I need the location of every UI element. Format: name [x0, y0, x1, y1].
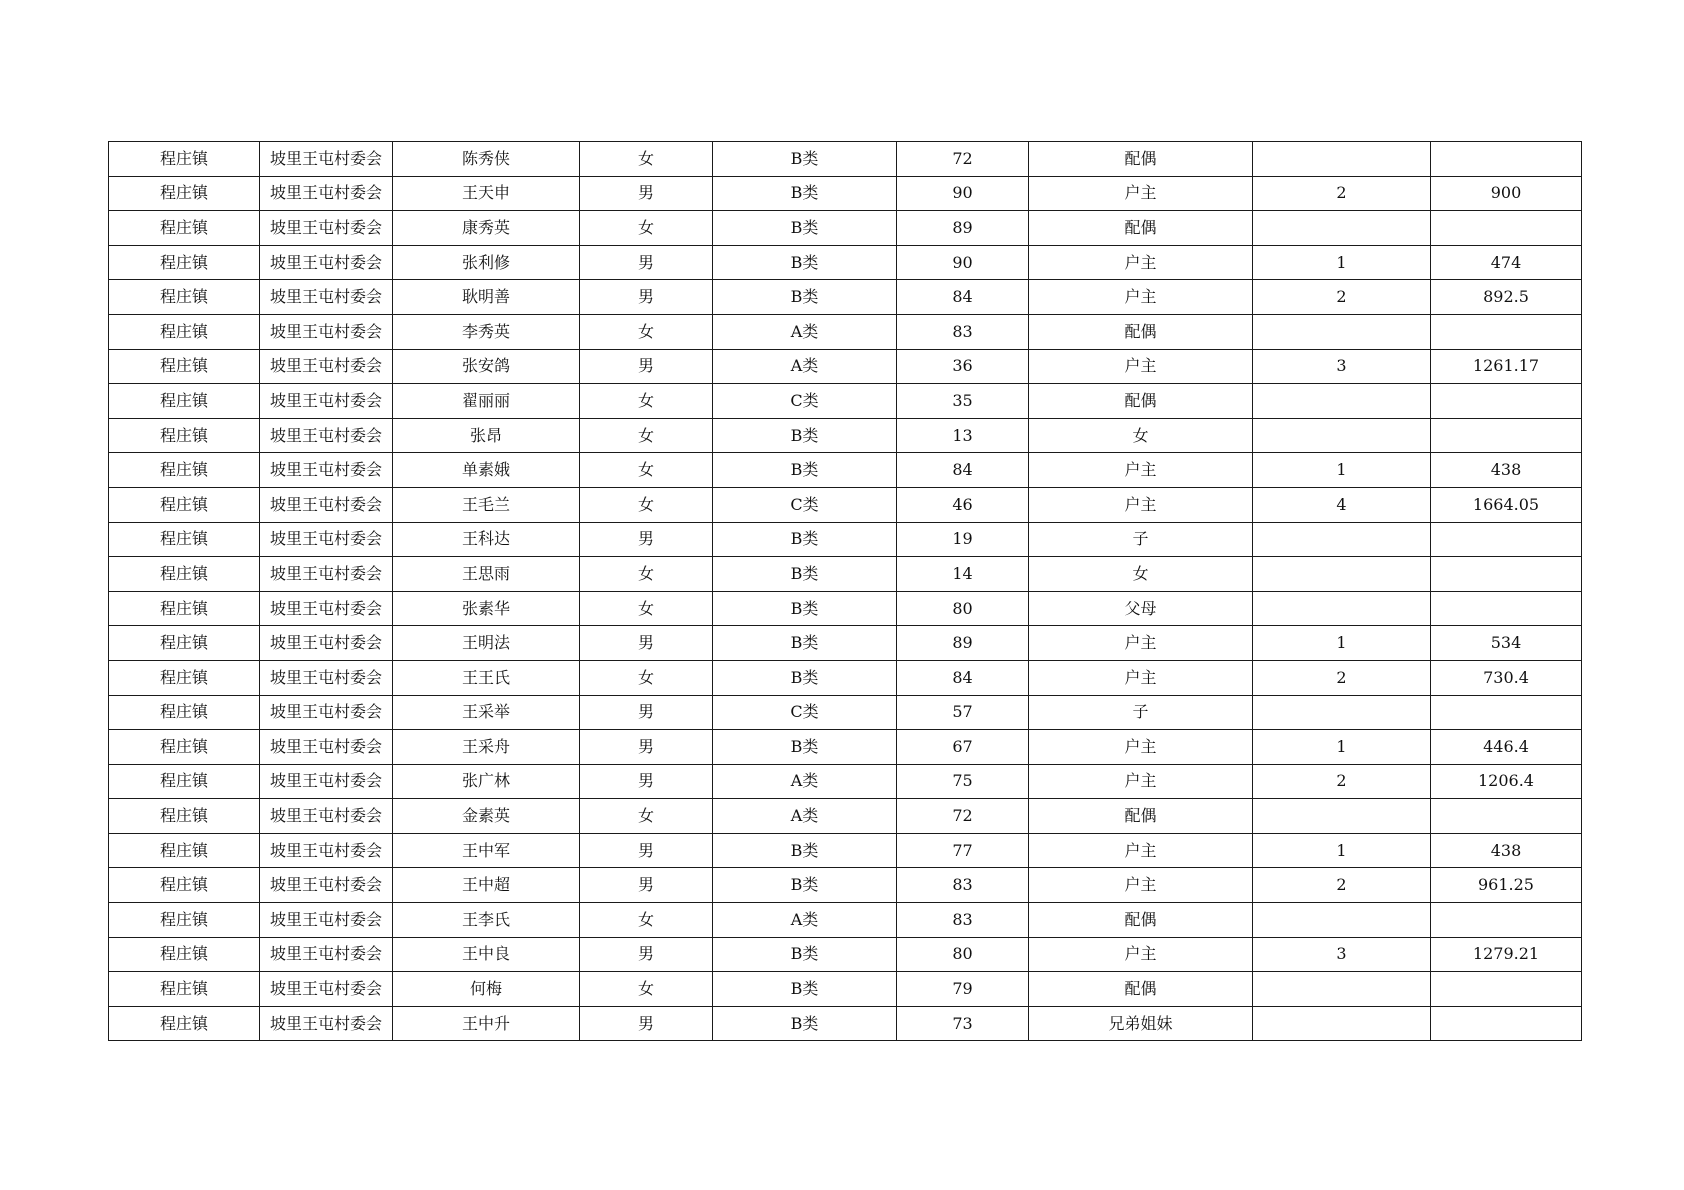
household-size-cell: [1253, 522, 1431, 557]
household-size-cell: [1253, 972, 1431, 1007]
category-cell: B类: [713, 972, 897, 1007]
gender-cell: 女: [580, 453, 713, 488]
name-cell: 张昂: [393, 418, 580, 453]
village-committee-cell: 坡里王屯村委会: [260, 280, 393, 315]
village-committee-cell: 坡里王屯村委会: [260, 972, 393, 1007]
town-cell: 程庄镇: [109, 487, 260, 522]
town-cell: 程庄镇: [109, 730, 260, 765]
household-size-cell: [1253, 418, 1431, 453]
village-committee-cell: 坡里王屯村委会: [260, 764, 393, 799]
document-page: [108, 141, 1582, 1041]
beneficiary-table: [108, 141, 1582, 1041]
gender-cell: 男: [580, 868, 713, 903]
category-cell: A类: [713, 903, 897, 938]
age-cell: 83: [897, 868, 1029, 903]
amount-cell: [1431, 903, 1582, 938]
relation-cell: 配偶: [1029, 314, 1253, 349]
relation-cell: 配偶: [1029, 142, 1253, 177]
village-committee-cell: 坡里王屯村委会: [260, 522, 393, 557]
table-row: [109, 833, 1582, 868]
table-row: [109, 176, 1582, 211]
amount-cell: 1261.17: [1431, 349, 1582, 384]
household-size-cell: 1: [1253, 245, 1431, 280]
name-cell: 张广林: [393, 764, 580, 799]
age-cell: 67: [897, 730, 1029, 765]
table-row: [109, 799, 1582, 834]
amount-cell: [1431, 972, 1582, 1007]
gender-cell: 女: [580, 142, 713, 177]
amount-cell: 438: [1431, 833, 1582, 868]
town-cell: 程庄镇: [109, 591, 260, 626]
name-cell: 王王氏: [393, 660, 580, 695]
amount-cell: 534: [1431, 626, 1582, 661]
village-committee-cell: 坡里王屯村委会: [260, 176, 393, 211]
category-cell: B类: [713, 280, 897, 315]
relation-cell: 子: [1029, 695, 1253, 730]
amount-cell: 1206.4: [1431, 764, 1582, 799]
household-size-cell: [1253, 557, 1431, 592]
village-committee-cell: 坡里王屯村委会: [260, 833, 393, 868]
gender-cell: 男: [580, 245, 713, 280]
category-cell: C类: [713, 487, 897, 522]
relation-cell: 户主: [1029, 487, 1253, 522]
household-size-cell: 3: [1253, 349, 1431, 384]
table-row: [109, 937, 1582, 972]
village-committee-cell: 坡里王屯村委会: [260, 245, 393, 280]
age-cell: 19: [897, 522, 1029, 557]
relation-cell: 女: [1029, 418, 1253, 453]
relation-cell: 户主: [1029, 349, 1253, 384]
table-row: [109, 730, 1582, 765]
age-cell: 35: [897, 384, 1029, 419]
name-cell: 王明法: [393, 626, 580, 661]
household-size-cell: 2: [1253, 176, 1431, 211]
category-cell: B类: [713, 522, 897, 557]
name-cell: 王中超: [393, 868, 580, 903]
name-cell: 王中军: [393, 833, 580, 868]
amount-cell: [1431, 211, 1582, 246]
amount-cell: 961.25: [1431, 868, 1582, 903]
gender-cell: 女: [580, 591, 713, 626]
village-committee-cell: 坡里王屯村委会: [260, 903, 393, 938]
village-committee-cell: 坡里王屯村委会: [260, 142, 393, 177]
relation-cell: 户主: [1029, 453, 1253, 488]
gender-cell: 女: [580, 660, 713, 695]
name-cell: 王中升: [393, 1006, 580, 1041]
relation-cell: 兄弟姐妹: [1029, 1006, 1253, 1041]
name-cell: 王中良: [393, 937, 580, 972]
relation-cell: 户主: [1029, 868, 1253, 903]
household-size-cell: 2: [1253, 280, 1431, 315]
household-size-cell: [1253, 695, 1431, 730]
household-size-cell: [1253, 903, 1431, 938]
category-cell: B类: [713, 176, 897, 211]
gender-cell: 男: [580, 280, 713, 315]
town-cell: 程庄镇: [109, 937, 260, 972]
relation-cell: 户主: [1029, 245, 1253, 280]
age-cell: 72: [897, 799, 1029, 834]
category-cell: B类: [713, 730, 897, 765]
town-cell: 程庄镇: [109, 660, 260, 695]
name-cell: 王采举: [393, 695, 580, 730]
name-cell: 王毛兰: [393, 487, 580, 522]
name-cell: 单素娥: [393, 453, 580, 488]
relation-cell: 户主: [1029, 626, 1253, 661]
relation-cell: 户主: [1029, 176, 1253, 211]
relation-cell: 户主: [1029, 660, 1253, 695]
age-cell: 83: [897, 903, 1029, 938]
amount-cell: 474: [1431, 245, 1582, 280]
amount-cell: [1431, 418, 1582, 453]
household-size-cell: [1253, 211, 1431, 246]
village-committee-cell: 坡里王屯村委会: [260, 695, 393, 730]
category-cell: C类: [713, 695, 897, 730]
town-cell: 程庄镇: [109, 349, 260, 384]
gender-cell: 男: [580, 176, 713, 211]
table-row: [109, 626, 1582, 661]
town-cell: 程庄镇: [109, 695, 260, 730]
gender-cell: 女: [580, 487, 713, 522]
household-size-cell: 2: [1253, 660, 1431, 695]
age-cell: 84: [897, 280, 1029, 315]
village-committee-cell: 坡里王屯村委会: [260, 314, 393, 349]
household-size-cell: [1253, 384, 1431, 419]
age-cell: 89: [897, 211, 1029, 246]
village-committee-cell: 坡里王屯村委会: [260, 418, 393, 453]
relation-cell: 配偶: [1029, 211, 1253, 246]
age-cell: 79: [897, 972, 1029, 1007]
gender-cell: 男: [580, 349, 713, 384]
relation-cell: 配偶: [1029, 799, 1253, 834]
village-committee-cell: 坡里王屯村委会: [260, 730, 393, 765]
table-row: [109, 487, 1582, 522]
village-committee-cell: 坡里王屯村委会: [260, 937, 393, 972]
name-cell: 王科达: [393, 522, 580, 557]
relation-cell: 户主: [1029, 730, 1253, 765]
amount-cell: [1431, 799, 1582, 834]
town-cell: 程庄镇: [109, 972, 260, 1007]
table-row: [109, 349, 1582, 384]
category-cell: B类: [713, 245, 897, 280]
town-cell: 程庄镇: [109, 1006, 260, 1041]
amount-cell: [1431, 557, 1582, 592]
gender-cell: 女: [580, 972, 713, 1007]
age-cell: 36: [897, 349, 1029, 384]
relation-cell: 户主: [1029, 833, 1253, 868]
relation-cell: 子: [1029, 522, 1253, 557]
table-row: [109, 384, 1582, 419]
category-cell: B类: [713, 868, 897, 903]
household-size-cell: 4: [1253, 487, 1431, 522]
table-row: [109, 211, 1582, 246]
relation-cell: 户主: [1029, 280, 1253, 315]
town-cell: 程庄镇: [109, 280, 260, 315]
amount-cell: 900: [1431, 176, 1582, 211]
category-cell: B类: [713, 591, 897, 626]
household-size-cell: 2: [1253, 764, 1431, 799]
village-committee-cell: 坡里王屯村委会: [260, 384, 393, 419]
gender-cell: 女: [580, 799, 713, 834]
age-cell: 46: [897, 487, 1029, 522]
gender-cell: 女: [580, 314, 713, 349]
town-cell: 程庄镇: [109, 799, 260, 834]
household-size-cell: [1253, 591, 1431, 626]
gender-cell: 女: [580, 418, 713, 453]
town-cell: 程庄镇: [109, 764, 260, 799]
gender-cell: 男: [580, 730, 713, 765]
amount-cell: [1431, 591, 1582, 626]
category-cell: B类: [713, 660, 897, 695]
age-cell: 80: [897, 591, 1029, 626]
category-cell: A类: [713, 314, 897, 349]
age-cell: 13: [897, 418, 1029, 453]
village-committee-cell: 坡里王屯村委会: [260, 487, 393, 522]
town-cell: 程庄镇: [109, 142, 260, 177]
relation-cell: 女: [1029, 557, 1253, 592]
relation-cell: 配偶: [1029, 384, 1253, 419]
relation-cell: 配偶: [1029, 903, 1253, 938]
village-committee-cell: 坡里王屯村委会: [260, 868, 393, 903]
amount-cell: 1664.05: [1431, 487, 1582, 522]
table-row: [109, 868, 1582, 903]
category-cell: B类: [713, 142, 897, 177]
amount-cell: 1279.21: [1431, 937, 1582, 972]
name-cell: 耿明善: [393, 280, 580, 315]
table-row: [109, 660, 1582, 695]
table-row: [109, 522, 1582, 557]
category-cell: B类: [713, 937, 897, 972]
village-committee-cell: 坡里王屯村委会: [260, 453, 393, 488]
amount-cell: [1431, 314, 1582, 349]
name-cell: 王思雨: [393, 557, 580, 592]
name-cell: 金素英: [393, 799, 580, 834]
village-committee-cell: 坡里王屯村委会: [260, 626, 393, 661]
gender-cell: 男: [580, 764, 713, 799]
relation-cell: 父母: [1029, 591, 1253, 626]
gender-cell: 男: [580, 1006, 713, 1041]
table-row: [109, 903, 1582, 938]
table-row: [109, 142, 1582, 177]
amount-cell: [1431, 695, 1582, 730]
name-cell: 翟丽丽: [393, 384, 580, 419]
category-cell: B类: [713, 833, 897, 868]
amount-cell: 438: [1431, 453, 1582, 488]
category-cell: B类: [713, 557, 897, 592]
gender-cell: 男: [580, 522, 713, 557]
town-cell: 程庄镇: [109, 903, 260, 938]
town-cell: 程庄镇: [109, 314, 260, 349]
town-cell: 程庄镇: [109, 833, 260, 868]
name-cell: 康秀英: [393, 211, 580, 246]
town-cell: 程庄镇: [109, 453, 260, 488]
town-cell: 程庄镇: [109, 384, 260, 419]
table-body: [109, 142, 1582, 1041]
household-size-cell: [1253, 1006, 1431, 1041]
household-size-cell: 1: [1253, 730, 1431, 765]
name-cell: 张安鸽: [393, 349, 580, 384]
table-row: [109, 764, 1582, 799]
town-cell: 程庄镇: [109, 418, 260, 453]
age-cell: 77: [897, 833, 1029, 868]
household-size-cell: [1253, 142, 1431, 177]
household-size-cell: 1: [1253, 453, 1431, 488]
age-cell: 90: [897, 245, 1029, 280]
name-cell: 王天申: [393, 176, 580, 211]
table-row: [109, 972, 1582, 1007]
amount-cell: [1431, 1006, 1582, 1041]
name-cell: 张素华: [393, 591, 580, 626]
age-cell: 14: [897, 557, 1029, 592]
relation-cell: 户主: [1029, 764, 1253, 799]
town-cell: 程庄镇: [109, 522, 260, 557]
village-committee-cell: 坡里王屯村委会: [260, 349, 393, 384]
village-committee-cell: 坡里王屯村委会: [260, 660, 393, 695]
relation-cell: 配偶: [1029, 972, 1253, 1007]
household-size-cell: [1253, 314, 1431, 349]
gender-cell: 男: [580, 833, 713, 868]
town-cell: 程庄镇: [109, 868, 260, 903]
name-cell: 何梅: [393, 972, 580, 1007]
age-cell: 72: [897, 142, 1029, 177]
table-row: [109, 245, 1582, 280]
category-cell: A类: [713, 764, 897, 799]
table-row: [109, 591, 1582, 626]
table-row: [109, 695, 1582, 730]
amount-cell: 892.5: [1431, 280, 1582, 315]
age-cell: 73: [897, 1006, 1029, 1041]
gender-cell: 女: [580, 903, 713, 938]
amount-cell: [1431, 142, 1582, 177]
household-size-cell: 1: [1253, 833, 1431, 868]
amount-cell: 730.4: [1431, 660, 1582, 695]
town-cell: 程庄镇: [109, 176, 260, 211]
age-cell: 57: [897, 695, 1029, 730]
village-committee-cell: 坡里王屯村委会: [260, 591, 393, 626]
relation-cell: 户主: [1029, 937, 1253, 972]
category-cell: B类: [713, 453, 897, 488]
name-cell: 王采舟: [393, 730, 580, 765]
table-row: [109, 1006, 1582, 1041]
village-committee-cell: 坡里王屯村委会: [260, 1006, 393, 1041]
age-cell: 75: [897, 764, 1029, 799]
category-cell: A类: [713, 349, 897, 384]
village-committee-cell: 坡里王屯村委会: [260, 799, 393, 834]
table-row: [109, 418, 1582, 453]
gender-cell: 女: [580, 557, 713, 592]
category-cell: C类: [713, 384, 897, 419]
age-cell: 80: [897, 937, 1029, 972]
household-size-cell: 2: [1253, 868, 1431, 903]
gender-cell: 男: [580, 937, 713, 972]
gender-cell: 男: [580, 626, 713, 661]
household-size-cell: [1253, 799, 1431, 834]
age-cell: 90: [897, 176, 1029, 211]
name-cell: 王李氏: [393, 903, 580, 938]
category-cell: B类: [713, 626, 897, 661]
age-cell: 83: [897, 314, 1029, 349]
town-cell: 程庄镇: [109, 557, 260, 592]
table-row: [109, 314, 1582, 349]
age-cell: 84: [897, 660, 1029, 695]
gender-cell: 女: [580, 211, 713, 246]
village-committee-cell: 坡里王屯村委会: [260, 557, 393, 592]
table-row: [109, 280, 1582, 315]
town-cell: 程庄镇: [109, 245, 260, 280]
category-cell: B类: [713, 1006, 897, 1041]
household-size-cell: 3: [1253, 937, 1431, 972]
name-cell: 张利修: [393, 245, 580, 280]
name-cell: 陈秀侠: [393, 142, 580, 177]
town-cell: 程庄镇: [109, 211, 260, 246]
household-size-cell: 1: [1253, 626, 1431, 661]
town-cell: 程庄镇: [109, 626, 260, 661]
amount-cell: [1431, 384, 1582, 419]
name-cell: 李秀英: [393, 314, 580, 349]
age-cell: 84: [897, 453, 1029, 488]
gender-cell: 女: [580, 384, 713, 419]
category-cell: A类: [713, 799, 897, 834]
category-cell: B类: [713, 418, 897, 453]
table-row: [109, 453, 1582, 488]
amount-cell: 446.4: [1431, 730, 1582, 765]
category-cell: B类: [713, 211, 897, 246]
age-cell: 89: [897, 626, 1029, 661]
amount-cell: [1431, 522, 1582, 557]
gender-cell: 男: [580, 695, 713, 730]
village-committee-cell: 坡里王屯村委会: [260, 211, 393, 246]
table-row: [109, 557, 1582, 592]
